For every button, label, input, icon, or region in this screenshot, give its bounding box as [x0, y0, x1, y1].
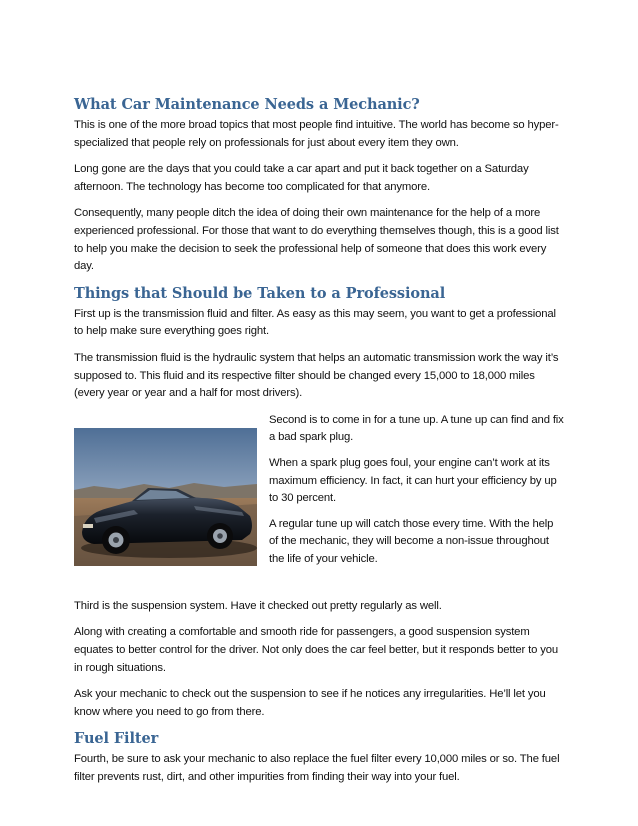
paragraph: The transmission fluid is the hydraulic system that helps an automatic transmission work the way it’s supposed to. This fluid and its respective filter should be changed every 15,000 to 18,000 miles (every year or year and a half for most drivers). — [74, 351, 559, 400]
paragraph: Second is to come in for a tune up. A tune up can find and fix a bad spark plug. — [269, 413, 564, 444]
heading-professional-tasks: Things that Should be Taken to a Professional — [74, 284, 446, 302]
paragraph: Ask your mechanic to check out the suspension to see if he notices any irregularities. He’ll let you know where you need to go from there. — [74, 688, 546, 718]
paragraph: Consequently, many people ditch the idea of doing their own maintenance for the help of a more experienced professional. For those that want to do everything themselves though, this is a good list to help you make the decision to seek the professional help of someone that does this work every day. — [74, 207, 559, 273]
paragraph: When a spark plug goes foul, your engine can’t work at its maximum efficiency. In fact, it can hurt your efficiency by up to 30 percent. — [269, 456, 557, 505]
paragraph: A regular tune up will catch those every time. With the help of the mechanic, they will become a non-issue throughout the life of your vehicle. — [269, 517, 554, 565]
heading-fuel-filter: Fuel Filter — [74, 730, 159, 748]
paragraph: First up is the transmission fluid and filter. As easy as this may seem, you want to get a professional to help make sure everything goes right. — [74, 307, 556, 338]
paragraph: Long gone are the days that you could take a car apart and put it back together on a Saturday afternoon. The technology has become too complicated for that anymore. — [74, 163, 529, 193]
side-text — [269, 412, 564, 569]
paragraph: Fourth, be sure to ask your mechanic to also replace the fuel filter every 10,000 miles or so. The fuel filter prevents rust, dirt, and other impurities from finding their way into your fuel. — [74, 753, 560, 783]
paragraph: Along with creating a comfortable and smooth ride for passengers, a good suspension system equates to better control for the driver. Not only does the car feel better, but it responds better to you in rough situations. — [74, 626, 558, 674]
car-photo — [74, 428, 257, 566]
document-content — [74, 96, 564, 795]
paragraph: This is one of the more broad topics that most people find intuitive. The world has become so hyper-specialized that people rely on professionals for just about every item they own. — [74, 119, 559, 149]
image-text-block — [74, 412, 564, 589]
paragraph: Third is the suspension system. Have it checked out pretty regularly as well. — [74, 599, 442, 612]
heading-car-maintenance: What Car Maintenance Needs a Mechanic? — [74, 96, 420, 113]
